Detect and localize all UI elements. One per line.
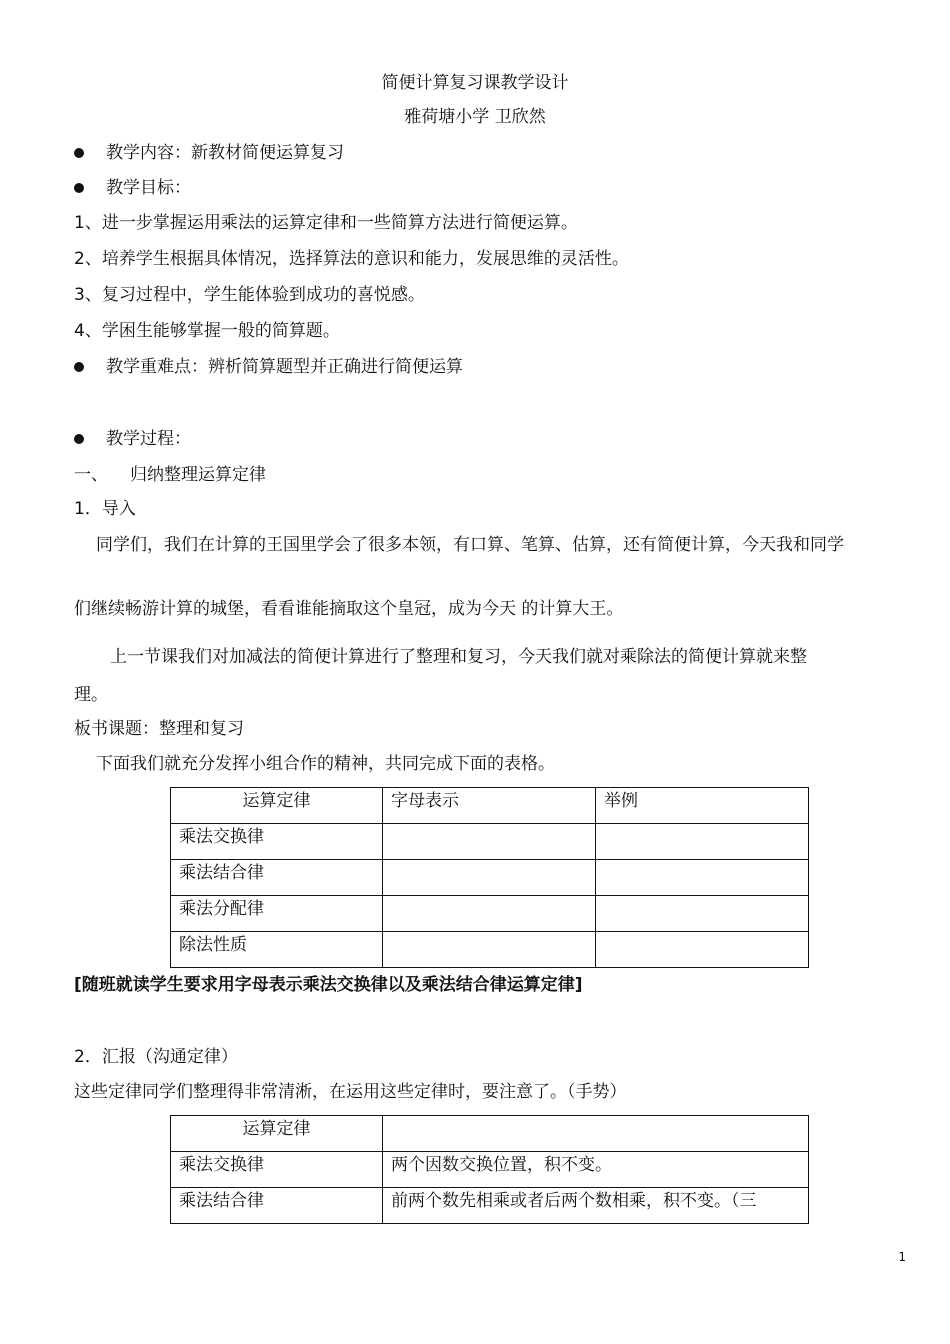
- table-cell: [596, 932, 809, 968]
- table-header-cell: 运算定律: [171, 1116, 383, 1152]
- bullet-icon: [74, 183, 84, 193]
- table-row: [171, 824, 809, 860]
- paragraph-2b: 理。: [74, 685, 108, 705]
- document-title: 简便计算复习课教学设计: [381, 73, 569, 93]
- table-header-cell: [383, 1116, 809, 1152]
- table-cell: [596, 860, 809, 896]
- goal-item-2: 2、培养学生根据具体情况，选择算法的意识和能力，发展思维的灵活性。: [74, 249, 629, 269]
- table-header-row: [171, 1116, 809, 1152]
- summary-table: [170, 787, 809, 968]
- teaching-content: 教学内容：新教材简便运算复习: [106, 143, 344, 163]
- bullet-icon: [74, 148, 84, 158]
- laws-table: [170, 1115, 809, 1224]
- goal-item-3: 3、复习过程中，学生能体验到成功的喜悦感。: [74, 285, 425, 305]
- table-cell: [383, 860, 596, 896]
- table-header-row: [171, 788, 809, 824]
- teaching-difficulty: 教学重难点：辨析简算题型并正确进行简便运算: [106, 357, 463, 377]
- table-header-cell: 字母表示: [383, 788, 596, 824]
- table-row: [171, 1152, 809, 1188]
- table-row: [171, 896, 809, 932]
- document-author: 雅荷塘小学 卫欣然: [404, 107, 546, 127]
- table-header-cell: 举例: [596, 788, 809, 824]
- table-cell: 前两个数先相乘或者后两个数相乘，积不变。（三: [383, 1188, 809, 1224]
- inclusion-note: [随班就读学生要求用字母表示乘法交换律以及乘法结合律运算定律]: [74, 975, 583, 995]
- section-title: 归纳整理运算定律: [130, 465, 266, 485]
- teaching-process-heading: 教学过程：: [106, 429, 191, 449]
- table-cell: [383, 896, 596, 932]
- table-row: [171, 932, 809, 968]
- table-cell: 乘法结合律: [171, 860, 383, 896]
- table-cell: 乘法分配律: [171, 896, 383, 932]
- table-cell: 两个因数交换位置，积不变。: [383, 1152, 809, 1188]
- goal-item-4: 4、学困生能够掌握一般的简算题。: [74, 321, 340, 341]
- paragraph-3: 下面我们就充分发挥小组合作的精神，共同完成下面的表格。: [96, 754, 555, 774]
- table-row: [171, 1188, 809, 1224]
- table-cell: [383, 824, 596, 860]
- bullet-icon: [74, 362, 84, 372]
- step-intro: 1．导入: [74, 499, 136, 519]
- table-cell: 除法性质: [171, 932, 383, 968]
- paragraph-2a: 上一节课我们对加减法的简便计算进行了整理和复习，今天我们就对乘除法的简便计算就来整: [110, 647, 807, 667]
- paragraph-1b: 们继续畅游计算的城堡，看看谁能摘取这个皇冠，成为今天 的计算大王。: [74, 599, 624, 619]
- page-number: 1: [898, 1250, 906, 1264]
- board-title: 板书课题：整理和复习: [74, 719, 244, 739]
- table-cell: 乘法结合律: [171, 1188, 383, 1224]
- step-report: 2．汇报（沟通定律）: [74, 1047, 238, 1067]
- paragraph-1a: 同学们，我们在计算的王国里学会了很多本领，有口算、笔算、估算，还有简便计算，今天我和同学: [96, 535, 844, 555]
- table-header-cell: 运算定律: [171, 788, 383, 824]
- goal-item-1: 1、进一步掌握运用乘法的运算定律和一些简算方法进行简便运算。: [74, 213, 578, 233]
- table-cell: [383, 932, 596, 968]
- teaching-goals-heading: 教学目标：: [106, 178, 191, 198]
- paragraph-4: 这些定律同学们整理得非常清淅，在运用这些定律时，要注意了。（手势）: [74, 1082, 627, 1102]
- table-cell: [596, 824, 809, 860]
- table-cell: 乘法交换律: [171, 1152, 383, 1188]
- table-cell: 乘法交换律: [171, 824, 383, 860]
- table-cell: [596, 896, 809, 932]
- section-number: 一、: [74, 465, 108, 485]
- bullet-icon: [74, 434, 84, 444]
- table-row: [171, 860, 809, 896]
